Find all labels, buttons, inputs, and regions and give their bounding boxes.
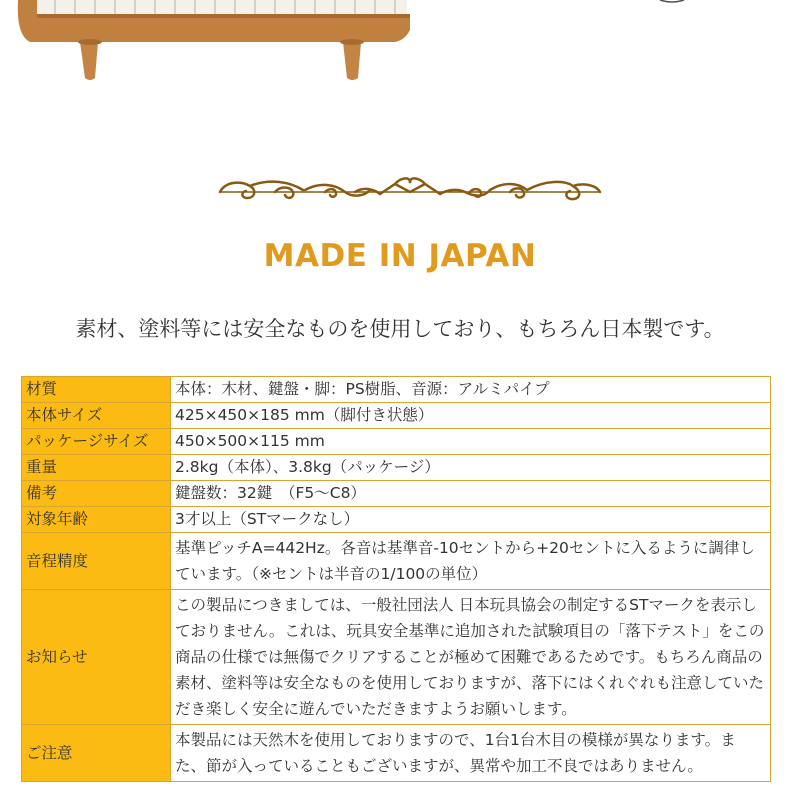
table-row bbox=[22, 429, 771, 455]
toy-piano-image bbox=[0, 0, 800, 120]
spec-label: 材質 bbox=[22, 377, 171, 403]
spec-value: 鍵盤数：32鍵 （F5～C8） bbox=[171, 481, 771, 507]
spec-label: ご注意 bbox=[22, 725, 171, 782]
table-row bbox=[22, 507, 771, 533]
spec-value: 450×500×115 mm bbox=[171, 429, 771, 455]
spec-value: 本製品には天然木を使用しておりますので、1台1台木目の模様が異なります。また、節が入っていることもございますが、異常や加工不良ではありません。 bbox=[171, 725, 771, 782]
table-row bbox=[22, 377, 771, 403]
spec-label: パッケージサイズ bbox=[22, 429, 171, 455]
spec-label: 本体サイズ bbox=[22, 403, 171, 429]
table-row bbox=[22, 403, 771, 429]
table-row bbox=[22, 533, 771, 590]
lead-text: 素材、塗料等には安全なものを使用しており、もちろん日本製です。 bbox=[75, 317, 725, 341]
spec-value: 2.8kg（本体）、3.8kg（パッケージ） bbox=[171, 455, 771, 481]
table-row bbox=[22, 481, 771, 507]
spec-label: 重量 bbox=[22, 455, 171, 481]
spec-value: 3才以上（STマークなし） bbox=[171, 507, 771, 533]
spec-label: 備考 bbox=[22, 481, 171, 507]
spec-value: 本体：木材、鍵盤・脚：PS樹脂、音源：アルミパイプ bbox=[171, 377, 771, 403]
spec-label: 対象年齢 bbox=[22, 507, 171, 533]
spec-value: この製品につきましては、一般社団法人 日本玩具協会の制定するSTマークを表示しておりません。これは、玩具安全基準に追加された試験項目の「落下テスト」をこの商品の仕様では無傷でクリアすることが極めて困難であるためです。もちろん商品の素材、塗料等は安全なものを使用しておりますが、落下にはくれぐれも注意していただき楽しく安全に遊んでいただきますようお願いします。 bbox=[171, 590, 771, 725]
spec-table bbox=[21, 376, 771, 782]
table-row bbox=[22, 455, 771, 481]
table-row bbox=[22, 725, 771, 782]
spec-value: 425×450×185 mm（脚付き状態） bbox=[171, 403, 771, 429]
decorative-ornament-icon bbox=[215, 168, 605, 212]
spec-label: 音程精度 bbox=[22, 533, 171, 590]
spec-label: お知らせ bbox=[22, 590, 171, 725]
made-in-japan-heading: MADE IN JAPAN bbox=[263, 238, 537, 274]
table-row bbox=[22, 590, 771, 725]
spec-value: 基準ピッチA=442Hz。各音は基準音-10セントから+20セントに入るように調律しています。（※セントは半音の1/100の単位） bbox=[171, 533, 771, 590]
